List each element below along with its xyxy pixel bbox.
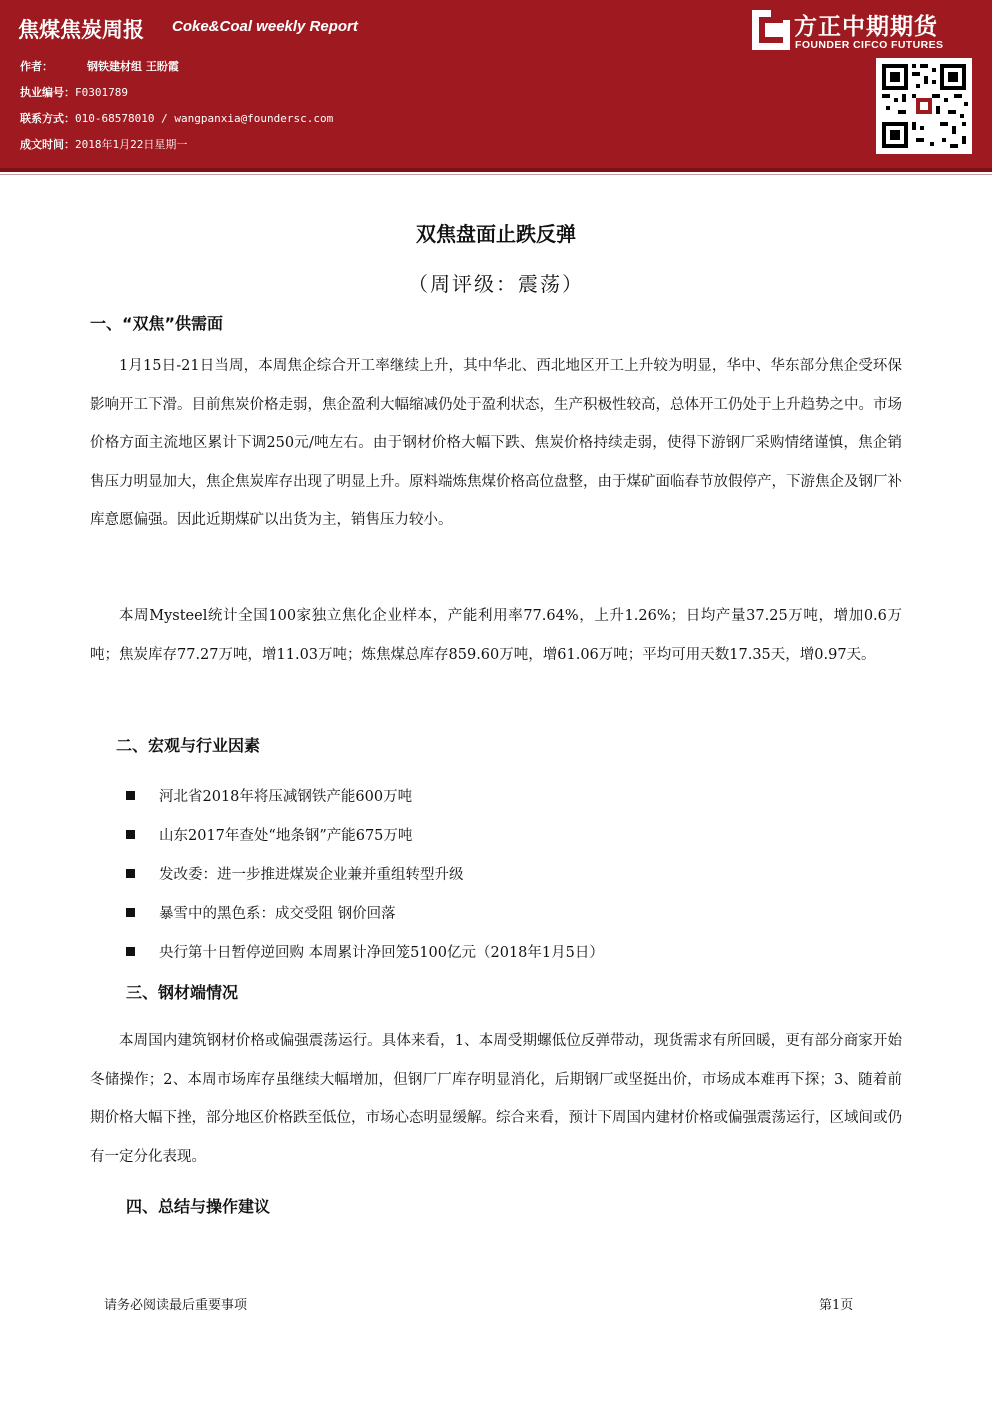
bullet-square-icon	[126, 791, 135, 800]
document-rating: （周评级：震荡）	[408, 272, 584, 296]
section-1-paragraph-2: 本周Mysteel统计全国100家独立焦化企业样本，产能利用率77.64%，上升1.26%；日均产量37.25万吨，增加0.6万吨；焦炭库存77.27万吨，增11.03万吨；炼焦煤总库存859.60万吨，增61.06万吨；平均可用天数17.35天，增0.97天。	[90, 608, 902, 663]
section-3-heading: 三、钢材端情况	[126, 983, 239, 1002]
bullet-square-icon	[126, 830, 135, 839]
meta-license: 执业编号：F0301789	[20, 86, 128, 99]
meta-author: 作者： 钢铁建材组 王盼霞	[20, 60, 179, 73]
bullet-item: 山东2017年查处“地条钢”产能675万吨	[126, 824, 412, 845]
bullet-item: 央行第十日暂停逆回购 本周累计净回笼5100亿元（2018年1月5日）	[126, 941, 604, 962]
qr-code-icon	[876, 58, 972, 154]
header-divider-thin	[0, 174, 992, 175]
report-title-en: Coke&Coal weekly Report	[172, 18, 358, 35]
report-header	[0, 0, 992, 168]
section-4-heading: 四、总结与操作建议	[126, 1197, 271, 1216]
company-logo	[752, 8, 978, 54]
logo-text-cn: 方正中期期货	[794, 14, 938, 40]
footer-notice: 请务必阅读最后重要事项	[104, 1298, 248, 1313]
page-number: 第1页	[819, 1298, 854, 1313]
bullet-square-icon	[126, 908, 135, 917]
section-1-paragraph-1: 1月15日-21日当周，本周焦企综合开工率继续上升，其中华北、西北地区开工上升较为明显，华中、华东部分焦企受环保影响开工下滑。目前焦炭价格走弱，焦企盈利大幅缩减仍处于盈利状态，生产积极性较高，总体开工仍处于上升趋势之中。市场价格方面主流地区累计下调250元/吨左右。由于钢材价格大幅下跌、焦炭价格持续走弱，使得下游钢厂采购情绪谨慎，焦企销售压力明显加大，焦企焦炭库存出现了明显上升。原料端炼焦煤价格高位盘整，由于煤矿面临春节放假停产，下游焦企及钢厂补库意愿偏强。因此近期煤矿以出货为主，销售压力较小。	[90, 358, 902, 528]
meta-contact: 联系方式：010-68578010 / wangpanxia@foundersc.com	[20, 112, 334, 125]
bullet-square-icon	[126, 869, 135, 878]
section-2-heading: 二、宏观与行业因素	[116, 736, 261, 755]
bullet-item: 河北省2018年将压减钢铁产能600万吨	[126, 785, 412, 806]
document-title: 双焦盘面止跌反弹	[416, 222, 576, 246]
bullet-square-icon	[126, 947, 135, 956]
meta-date: 成文时间：2018年1月22日星期一	[20, 138, 188, 151]
bullet-item: 暴雪中的黑色系：成交受阻 钢价回落	[126, 902, 396, 923]
logo-text-en: FOUNDER CIFCO FUTURES	[795, 39, 944, 51]
header-divider	[0, 168, 992, 172]
section-3-paragraph-1: 本周国内建筑钢材价格或偏强震荡运行。具体来看，1、本周受期螺低位反弹带动，现货需求有所回暖，更有部分商家开始冬储操作；2、本周市场库存虽继续大幅增加，但钢厂厂库存明显消化，后期钢厂或坚挺出价，市场成本难再下探；3、随着前期价格大幅下挫，部分地区价格跌至低位，市场心态明显缓解。综合来看，预计下周国内建材价格或偏强震荡运行，区域间或仍有一定分化表现。	[90, 1033, 902, 1165]
section-1-heading: 一、“双焦”供需面	[90, 314, 224, 333]
report-title-cn: 焦煤焦炭周报	[18, 18, 144, 42]
logo-mark-icon	[752, 10, 790, 50]
bullet-item: 发改委：进一步推进煤炭企业兼并重组转型升级	[126, 863, 464, 884]
